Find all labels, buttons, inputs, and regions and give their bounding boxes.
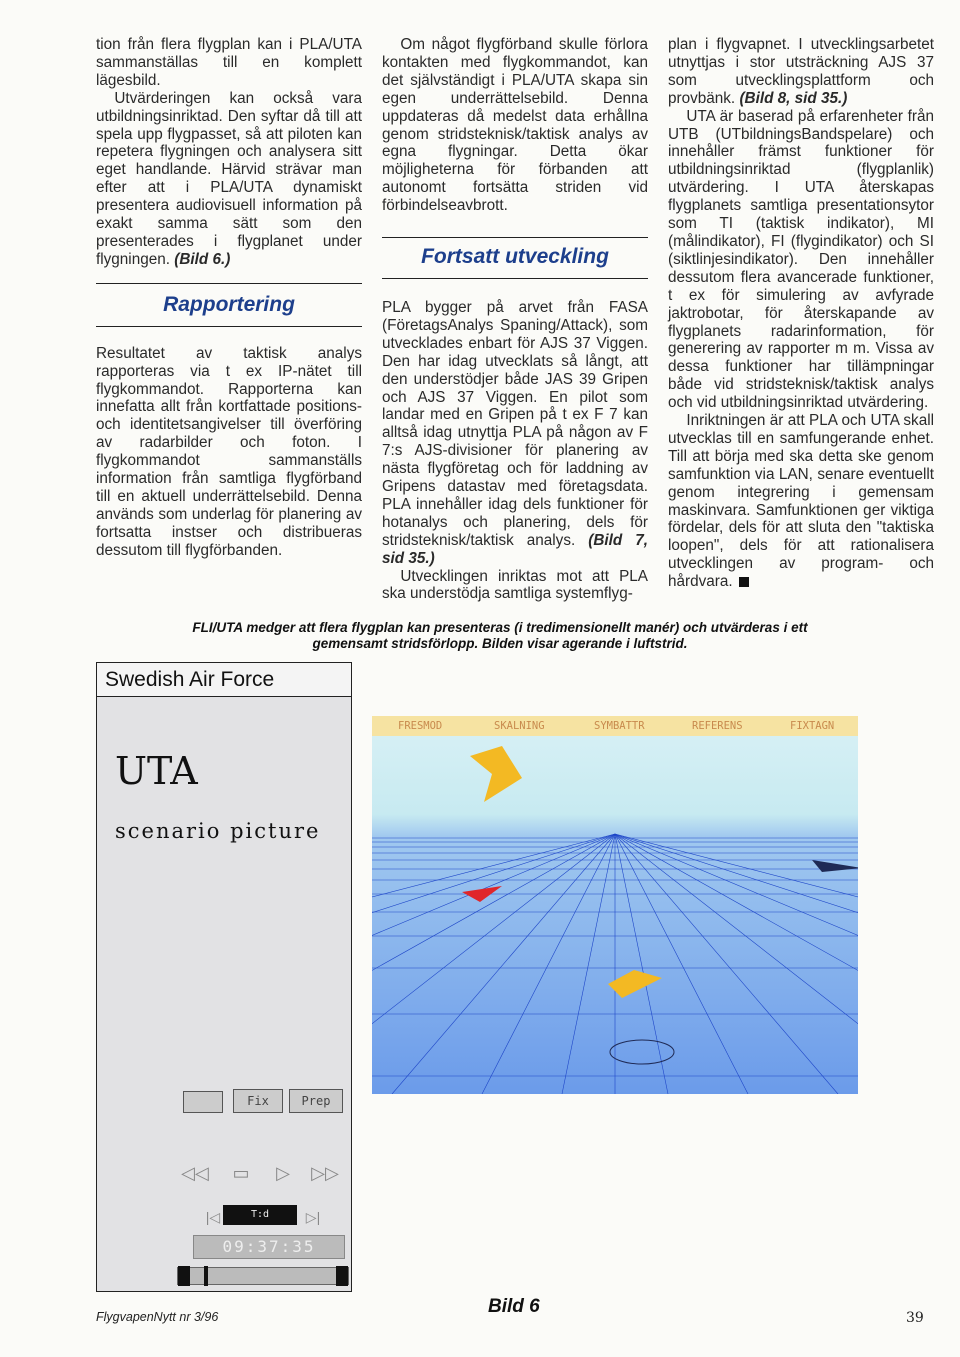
- divider: [382, 278, 648, 279]
- page-number: 39: [906, 1310, 924, 1326]
- slider-start-mark: [178, 1266, 190, 1286]
- menu-item-referens[interactable]: REFERENS: [692, 720, 743, 732]
- paragraph: [668, 36, 934, 108]
- blank-button[interactable]: [183, 1091, 223, 1113]
- figure-reference: (Bild 8, sid 35.): [739, 89, 848, 107]
- uta-control-panel: [96, 662, 352, 1292]
- paragraph-text: PLA bygger på arvet från FASA (FöretagsAnalys Spaning/Attack), som utvecklades enbart för AJS 37 Viggen. Den har idag utvecklats så långt, att den understödjer både JAS 39 Gripen och AJS 37 Viggen. En pilot som landar med en Gripen på t ex F 7 kan alltså idag utnyttja PLA på någon av F 7:s AJS-divisioner för planering av nästa flygföretag och för laddning av Gripens datastav med företagsdata. PLA innehåller idag dels funktioner för hotanalys och planering, dels för stridsteknisk/taktisk analys.: [382, 298, 648, 549]
- paragraph: Resultatet av taktisk analys rapporteras via t ex IP-nätet till flygkommandot. Rapporterna kan innefatta allt från kortfattade positions- och identitetsangivelser till överföring av radarbilder och foton. I flygkommandot sammanställs information från samtliga flygförband till en aktuell underrättelsebild. Denna används som underlag för planering av fortsatta instser och distribueras dessutom till flygförbanden.: [96, 344, 362, 559]
- section-heading: Fortsatt utveckling: [421, 245, 609, 269]
- menu-item-symbattr[interactable]: SYMBATTR: [594, 720, 645, 732]
- divider: [96, 283, 362, 284]
- time-label: T:d: [250, 1209, 270, 1220]
- play-icon[interactable]: ▷: [276, 1163, 290, 1183]
- time-value: 09:37:35: [222, 1237, 316, 1256]
- paragraph: Utvecklingen inriktas mot att PLA ska understödja samtliga systemflyg-: [382, 567, 648, 603]
- paragraph: Om något flygförband skulle förlora kontakten med flygkommandot, kan det självständigt i PLA/UTA skapa sin egen underrättelsebild. Denna uppdateras då medelst data erhållna genom stridsteknisk/taktisk analys av egna flygningar. Detta ökar möjligheterna för förbanden att autonomt fortsätta striden vid förbindelseavbrott.: [382, 36, 648, 215]
- dark-aircraft: [812, 860, 858, 872]
- slider-track[interactable]: [177, 1267, 349, 1285]
- figure-caption: FLI/UTA medger att flera flygplan kan presenteras (i tredimensionellt manér) och utvärderas i ett gemensamt stridsförlopp. Bilden visar agerande i luftstrid.: [192, 620, 808, 651]
- paragraph-text: plan i flygvapnet. I utvecklingsarbetet utnyttjas i stor utsträckning AJS 37 som utvecklingsplattform och provbänk.: [668, 36, 934, 107]
- target-ring: [610, 1040, 674, 1064]
- divider: [96, 326, 362, 327]
- fix-button[interactable]: Fix: [233, 1089, 283, 1113]
- scenario-3d-view[interactable]: [372, 716, 858, 1094]
- uta-title: UTA: [115, 749, 198, 793]
- menu-item-fresmod[interactable]: FRESMOD: [398, 720, 443, 732]
- end-mark-icon: [739, 577, 749, 587]
- stop-icon[interactable]: ▭: [232, 1163, 250, 1183]
- time-label-box: [223, 1205, 297, 1225]
- figure-label: Bild 6: [488, 1296, 540, 1317]
- paragraph: [382, 299, 648, 568]
- slider-handle[interactable]: [204, 1266, 208, 1286]
- magazine-footer: FlygvapenNytt nr 3/96: [96, 1310, 219, 1324]
- paragraph: tion från flera flygplan kan i PLA/UTA sammanställas till en komplett lägesbild.: [96, 36, 362, 89]
- column-2: [382, 36, 648, 603]
- paragraph-text: Inriktningen är att PLA och UTA skall utvecklas till en samfungerande enhet. Till att börja med ska detta ske genom samfunktion via LAN, senare eventuellt genom integrering i gemensam maskinvara. Samfunktionen ger viktiga fördelar, dels för att sluta den "taktiska loopen", dels för att rationalisera utvecklingen av program- och hårdvara.: [668, 412, 934, 591]
- menu-item-fixtagn[interactable]: FIXTAGN: [790, 720, 835, 732]
- figure-reference: (Bild 7, sid 35.): [382, 531, 648, 567]
- yellow-aircraft-large: [470, 746, 522, 802]
- menu-item-skalning[interactable]: SKALNING: [494, 720, 545, 732]
- paragraph: UTA är baserad på erfarenheter från UTB (UTbildningsBandspelare) och innehåller främst funktioner för utbildningsinriktad (flygplanlik) utvärdering. I UTA återskapas flygplanets samtliga presentationsytor som TI (taktisk indikator), MI (målindikator), FI (flygindikator) och SI (siktlinjesindikator). Den innehåller dessutom flera avancerade funktioner, t ex för simulering av avfyrade jaktrobotar, för återskapande av flygplanets radarinformation, för generering av rapporter m m. Vissa av dessa funktioner har tillämpningar både vid stridsteknisk/taktisk analys och vid utbildningsinriktad utvärdering.: [668, 107, 934, 412]
- step-forward-icon[interactable]: ▷|: [305, 1209, 321, 1225]
- prep-button[interactable]: Prep: [289, 1089, 343, 1113]
- figure-reference: (Bild 6.): [174, 250, 231, 268]
- time-readout: [193, 1235, 345, 1259]
- column-3: [668, 36, 934, 591]
- paragraph: [668, 412, 934, 591]
- step-back-icon[interactable]: |◁: [205, 1209, 221, 1225]
- fast-forward-icon[interactable]: ▷▷: [311, 1163, 339, 1183]
- ground-grid: [372, 834, 858, 1094]
- paragraph: [96, 90, 362, 269]
- slider-end-mark: [336, 1266, 348, 1286]
- paragraph-text: Utvärderingen kan också vara utbildningsinriktad. Den syftar då till att spela upp flygpasset, så att piloten kan repetera flygningen och analysera sitt eget handlande. Härvid strävar man efter att i PLA/UTA dynamiskt presentera audiovisuell information på exakt samma sätt som den presenterades i flygplanet under flygningen.: [96, 89, 362, 268]
- section-heading: Rapportering: [163, 292, 295, 316]
- yellow-aircraft-small: [608, 970, 662, 998]
- scene-svg: [372, 716, 858, 1094]
- scenario-label: scenario picture: [115, 819, 321, 843]
- fast-rewind-icon[interactable]: ◁◁: [181, 1163, 209, 1183]
- divider: [382, 237, 648, 238]
- panel-title: Swedish Air Force: [97, 663, 351, 697]
- column-1: [96, 36, 362, 560]
